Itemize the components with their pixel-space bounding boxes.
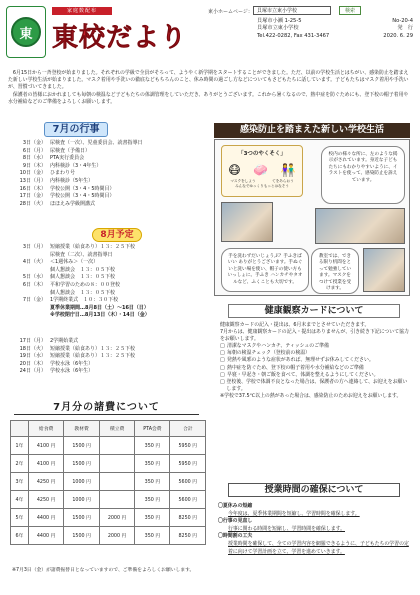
- event-text: PTA実行委員会: [50, 155, 85, 162]
- study-item-text: 行事に関わる時間を短縮し、学習時間を確保します。: [228, 525, 345, 532]
- handwash-photo: [221, 202, 273, 242]
- publication-info: [257, 18, 413, 40]
- event-row: [10, 282, 205, 290]
- table-cell: 1500 円: [64, 455, 99, 473]
- checklist-text: 登校後、学校で体調不良となった場合は、保護者の方へ連絡して、お迎えをお願いします。: [226, 378, 408, 392]
- event-date: 20日（木）: [19, 360, 46, 367]
- event-row: [10, 274, 205, 282]
- table-cell: 4250 円: [28, 491, 63, 509]
- event-row: [10, 201, 205, 209]
- event-row: [10, 155, 205, 163]
- event-date: 6日（木）: [22, 281, 46, 288]
- event-date: 5日（水）: [22, 274, 46, 281]
- event-text: 短縮授業（給食あり）１３：２５下校: [50, 244, 136, 250]
- event-row: [10, 312, 205, 320]
- table-cell: 5600 円: [170, 491, 206, 509]
- table-cell: [99, 473, 134, 491]
- checklist-item: [220, 372, 410, 379]
- study-item-label: 〇時間割の工夫: [218, 533, 253, 540]
- event-text: ほほえみ学級開講式: [50, 200, 96, 207]
- health-card-body: [220, 322, 410, 400]
- table-cell: 1000 円: [64, 473, 99, 491]
- checklist-text: 熱中症を防ぐため、登下校の帽子着用や水分補給などのご準備: [227, 364, 364, 371]
- covid-panel: [214, 139, 410, 296]
- event-row: [10, 244, 205, 252]
- table-cell: 1年: [11, 437, 29, 455]
- intro-text: 6月15日から一斉登校が始まりました。それぞれの学級で全員がそろって、ようやく新学期をスタートすることができました。ただ、以前の学校生活とはちがい、感染防止を踏まえた新しい学校生活が始まりました。マスク着用や手洗いの徹底などもちろんのこと、休み時間の過ごし方などについてもさどもたちに話しています。子どもたちはマスク着用や手洗いが、習慣づいてきました。: [8, 70, 409, 91]
- event-date: 7日（金）: [22, 297, 46, 304]
- table-cell: 5950 円: [170, 455, 206, 473]
- checkbox-icon: □: [220, 350, 225, 357]
- event-text: 学校水泳（6年生）: [50, 368, 94, 375]
- mask-icon: 😷: [228, 163, 241, 177]
- event-text: 1学期終業式 １０：３０下校: [50, 297, 119, 304]
- study-time-body: [218, 503, 410, 556]
- newsletter-title: 東校だより: [52, 23, 188, 53]
- august-badge: 8月予定: [92, 228, 142, 242]
- table-cell: 350 円: [135, 473, 170, 491]
- distance-icon: 👫: [280, 163, 296, 177]
- study-item-text: 授業時間を確保して、全ての学習内容を網羅できるように、子どもたちの学習の定着に向けて学習計画を立て、学習を進めていきます。: [228, 540, 409, 555]
- table-cell: 8250 円: [170, 527, 206, 545]
- poster-item-1: マスクをしよう: [230, 179, 256, 183]
- event-date: 19日（水）: [19, 353, 46, 360]
- fees-note: ※7月3日（金）が諸費振替日となっていますので、ご準備をよろしくお願いします。: [12, 568, 195, 573]
- poster-icons: [222, 163, 302, 177]
- event-text: 尿検査（予備日）: [50, 147, 91, 154]
- table-cell: [99, 455, 134, 473]
- event-date: 28日（火）: [19, 200, 46, 207]
- covid-heading: 感染防止を踏まえた新しい学校生活: [214, 123, 410, 138]
- table-cell: 350 円: [135, 509, 170, 527]
- poster-title: 「3つのやくそく」: [238, 151, 286, 157]
- event-text: 短縮授業（給食あり）１３：２５下校: [50, 345, 136, 352]
- table-cell: 5600 円: [170, 473, 206, 491]
- event-date: [10, 312, 50, 320]
- issue-date: 2020. 6. 29: [383, 32, 413, 39]
- homepage-label: 東小ホームページ：: [208, 9, 253, 15]
- study-time-heading: 授業時間の確保について: [228, 483, 400, 497]
- event-date: 17日（金）: [19, 193, 46, 200]
- checklist-text: 清潔なマスクやハンカチ、ティッシュのご準備: [227, 343, 329, 350]
- checkbox-icon: □: [220, 364, 225, 371]
- school-name: 貝塚市立東小学校: [257, 25, 299, 32]
- event-row: [10, 368, 205, 376]
- table-cell: [99, 491, 134, 509]
- fees-column-header: 教材費: [64, 421, 99, 437]
- health-line-2: 7月からは、健康観察カードの記入・提出はありませんが、引き続き下記について協力をお願いします。: [220, 329, 409, 343]
- event-date: 9日（木）: [22, 162, 46, 169]
- table-cell: 4400 円: [28, 527, 63, 545]
- event-text: 尿検査（二次）、読書指導日: [50, 251, 113, 258]
- checklist-text: 毎朝の検温チェック（登校前の検温）: [227, 350, 310, 357]
- school-logo: [6, 6, 46, 58]
- event-date: 16日（木）: [19, 185, 46, 192]
- event-date: 10日（金）: [19, 170, 46, 177]
- table-cell: 1000 円: [64, 491, 99, 509]
- table-row: [11, 509, 206, 527]
- study-item-label: 〇行事の見直し: [218, 518, 253, 525]
- publish-label: 発 行: [397, 25, 413, 32]
- handwash-icon: 🧼: [253, 163, 269, 177]
- fees-body: [11, 437, 206, 545]
- table-cell: 2000 円: [99, 527, 134, 545]
- table-cell: [99, 437, 134, 455]
- table-cell: 5年: [11, 509, 29, 527]
- fees-column-header: 給食費: [28, 421, 63, 437]
- health-line-1: 健康観察カードの記入・提出は、6月末までとさせていただきます。: [220, 322, 370, 328]
- table-cell: 8250 円: [170, 509, 206, 527]
- event-row: [10, 170, 205, 178]
- event-text: 個人懇談会 １３：０５下校: [50, 266, 116, 273]
- fees-column-header: 積立費: [99, 421, 134, 437]
- address: 貝塚市小瀬 1-25-5: [257, 18, 302, 24]
- event-text: 夏季休業期間…8月8日（土）～16日（日）: [50, 304, 149, 311]
- table-cell: 3年: [11, 473, 29, 491]
- event-text: ※学校閉庁日…8月13日（木）・14日（金）: [50, 312, 150, 319]
- event-text: 平和学習のための８：００登校: [50, 281, 121, 288]
- lunch-photo: [363, 248, 405, 292]
- health-card-heading: 健康観察カードについて: [228, 304, 400, 318]
- distribution-ribbon: 家庭数配布: [52, 7, 112, 15]
- event-text: 短縮授業（給食あり）１３：２５下校: [50, 353, 136, 360]
- table-cell: 1500 円: [64, 509, 99, 527]
- event-row: [10, 297, 205, 305]
- table-cell: 350 円: [135, 527, 170, 545]
- table-row: [11, 491, 206, 509]
- table-row: [11, 527, 206, 545]
- emblem-char: 東: [19, 26, 33, 42]
- table-cell: 6年: [11, 527, 29, 545]
- study-item-label: 〇夏休みの短縮: [218, 503, 253, 509]
- classroom-photo: [315, 208, 405, 244]
- table-cell: 4100 円: [28, 437, 63, 455]
- table-cell: 4100 円: [28, 455, 63, 473]
- fees-table: [10, 420, 206, 545]
- event-date: 13日（月）: [19, 177, 46, 184]
- table-cell: 1500 円: [64, 527, 99, 545]
- event-text: 内科検診（5年生）: [50, 177, 94, 184]
- event-date: 4日（火）: [22, 259, 46, 266]
- table-cell: 4400 円: [28, 509, 63, 527]
- study-item-text: 今年度は、夏季休業期間を短縮し、学習時間を確保します。: [228, 510, 360, 517]
- search-button[interactable]: 検索: [339, 6, 361, 15]
- checkbox-icon: □: [220, 357, 225, 364]
- table-row: [11, 473, 206, 491]
- poster-item-3: みんなでゆっくりもっとはなそう: [235, 184, 289, 188]
- fees-column-header: [11, 421, 29, 437]
- event-text: 2学期始業式: [50, 338, 79, 344]
- table-cell: 4年: [11, 491, 29, 509]
- event-text: ＜1週休み＞（一次）: [50, 259, 99, 266]
- event-row: [10, 338, 205, 346]
- july-event-list: [10, 140, 205, 208]
- school-emblem-icon: [11, 17, 41, 47]
- homepage-search-field[interactable]: 貝塚市立東小学校: [253, 6, 331, 15]
- table-cell: 350 円: [135, 455, 170, 473]
- health-checklist: [220, 343, 410, 393]
- event-text: 学校公開（3・4・5時間目）: [50, 185, 115, 192]
- issue-number: No-20-4: [392, 18, 413, 24]
- july-events-heading: 7月の行事: [44, 122, 108, 137]
- table-cell: 350 円: [135, 437, 170, 455]
- august-event-list: [10, 244, 205, 320]
- event-row: [10, 259, 205, 267]
- table-cell: 2年: [11, 455, 29, 473]
- handwash-bubble: 手を洗わずだいじょうぶ？手ふきばいい ありがとうございます。手ぬぐいと洗い場を使い、帽子の使い方もいっしょに。手ふき ハンカチやタオルなど、ふくことも大切です。: [221, 248, 309, 292]
- event-date: 6日（月）: [22, 147, 46, 154]
- event-date: 3日（金）: [22, 140, 46, 146]
- event-text: 学校公開（3・4・5時間目）: [50, 193, 115, 200]
- table-row: [11, 437, 206, 455]
- poster-bubble: 校内の様々な所に、左のような掲示がされています。身近な子どもたちにもわかりやすいように、イラストを使って、感染防止を訴えています。: [321, 146, 405, 204]
- intro-paragraph: [8, 70, 412, 106]
- table-cell: 4250 円: [28, 473, 63, 491]
- checkbox-icon: □: [220, 343, 225, 350]
- fees-column-header: 合計: [170, 421, 206, 437]
- checkbox-icon: □: [220, 371, 225, 378]
- rules-poster: [221, 145, 303, 197]
- event-text: ひまわり号: [50, 170, 76, 177]
- checkbox-icon: □: [220, 378, 225, 385]
- event-date: 24日（月）: [19, 368, 46, 375]
- fees-heading: 7月分の諸費について: [14, 401, 199, 415]
- fees-header-row: [11, 421, 206, 437]
- fees-column-header: PTA会費: [135, 421, 170, 437]
- health-footnote: ※学校で37.5℃以上の熱があった場合は、感染防止のためお迎えをお願いします。: [220, 392, 402, 399]
- event-row: [10, 193, 205, 201]
- event-text: 個人懇談会 １３：０５下校: [50, 274, 116, 281]
- event-date: 18日（火）: [19, 345, 46, 352]
- table-cell: 1500 円: [64, 437, 99, 455]
- event-row: [10, 353, 205, 361]
- event-text: 学校水泳（6年生）: [50, 360, 94, 367]
- checklist-text: 早寝・早起き・朝ご飯を食べて、体調を整えるようにしてください。: [227, 371, 379, 378]
- checklist-item: [220, 365, 410, 372]
- event-date: 8日（水）: [22, 155, 46, 162]
- poster-item-2: てをあらおう: [272, 179, 294, 183]
- later-event-list: [10, 338, 205, 376]
- intro-text-2: 保護者の皆様におかれましても毎朝の検温など子どもたちの体調管理をしていただき、ありがとうございます。これから暑くなるので、熱中症を防ぐためにも、登下校の帽子着用や水分補給などのご準備をよろしくお願いします。: [8, 91, 409, 105]
- event-row: [10, 140, 205, 148]
- contact: Tel.422-0282, Fax 431-3467: [257, 32, 330, 39]
- event-date: 17日（月）: [19, 338, 46, 344]
- event-text: 尿検査（一次）、児童委員会、読書指導日: [50, 140, 143, 146]
- classroom-bubble: 教室では、できる限り机間をとって勉強しています。マスクをつけて授業を受けます。: [311, 248, 359, 294]
- event-date: [10, 305, 50, 313]
- event-text: 個人懇談会 １３：０５下校: [50, 289, 116, 296]
- checklist-text: 発熱や風邪のような症状があれば、無理せずお休みしてください。: [227, 357, 374, 364]
- table-cell: 2000 円: [99, 509, 134, 527]
- checklist-item: [220, 357, 410, 364]
- checklist-item: [220, 379, 410, 393]
- table-row: [11, 455, 206, 473]
- event-text: 内科検診（3・4年生）: [50, 162, 102, 169]
- table-cell: 5950 円: [170, 437, 206, 455]
- event-row: [10, 178, 205, 186]
- event-date: 3日（月）: [22, 244, 46, 250]
- table-cell: 350 円: [135, 491, 170, 509]
